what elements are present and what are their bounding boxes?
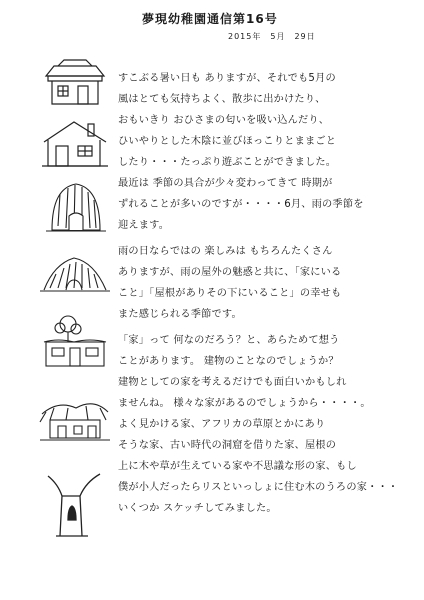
body-line: ひいやりとした木陰に並びほっこりとままごと xyxy=(118,136,337,147)
body-line: 迎えます。 xyxy=(118,220,170,231)
body-line: すこぶる暑い日も ありますが、それでも5月の xyxy=(118,73,336,84)
tree-hollow-sketch xyxy=(38,466,112,538)
western-house-sketch xyxy=(38,118,112,170)
cave-dwelling-sketch xyxy=(38,252,112,296)
body-line: ことがあります。 建物のことなのでしょうか？ xyxy=(118,356,339,367)
body-line: 最近は 季節の具合が少々変わってきて 時期が xyxy=(118,178,333,189)
body-line: いくつか スケッチしてみました。 xyxy=(118,503,277,514)
body-line: 上に木や草が生えている家や不思議な形の家、もし xyxy=(118,461,357,472)
body-line: 風はとても気持ちよく、散歩に出かけたり、 xyxy=(118,94,326,105)
green-roof-house-sketch xyxy=(38,312,112,370)
newsletter-date: 2015年 5月 29日 xyxy=(228,32,316,41)
body-line: おもいきり おひさまの匂いを吸い込んだり、 xyxy=(118,115,330,126)
body-line: 「家」って 何なのだろう？と、あらためて想う xyxy=(118,335,340,346)
grass-hut-sketch xyxy=(38,180,112,234)
odd-shaped-house-sketch xyxy=(38,394,112,444)
newsletter-body xyxy=(118,68,418,519)
body-line: そうな家、古い時代の洞窟を借りた家、屋根の xyxy=(118,440,337,451)
japanese-house-sketch xyxy=(38,58,112,108)
body-line: ずれることが多いのですが・・・・6月、雨の季節を xyxy=(118,199,364,210)
body-line: 雨の日ならではの 楽しみは もちろんたくさん xyxy=(118,246,333,257)
body-line: こと」「屋根がありその下にいること」の幸せも xyxy=(118,288,342,299)
body-line: ませんね。 様々な家があるのでしょうから・・・・。 xyxy=(118,398,371,409)
newsletter-title: 夢現幼稚園通信第16号 xyxy=(142,12,278,26)
body-line: 建物としての家を考えるだけでも面白いかもしれ xyxy=(118,377,347,388)
body-line: よく見かける家、アフリカの草原とかにあり xyxy=(118,419,326,430)
body-line: ありますが、雨の屋外の魅惑と共に、「家にいる xyxy=(118,267,342,278)
body-line: また感じられる季節です。 xyxy=(118,309,242,320)
body-line: したり・・・たっぷり遊ぶことができました。 xyxy=(118,157,337,168)
body-line: 僕が小人だったらリスといっしょに住む木のうろの家・・・ xyxy=(118,482,399,493)
